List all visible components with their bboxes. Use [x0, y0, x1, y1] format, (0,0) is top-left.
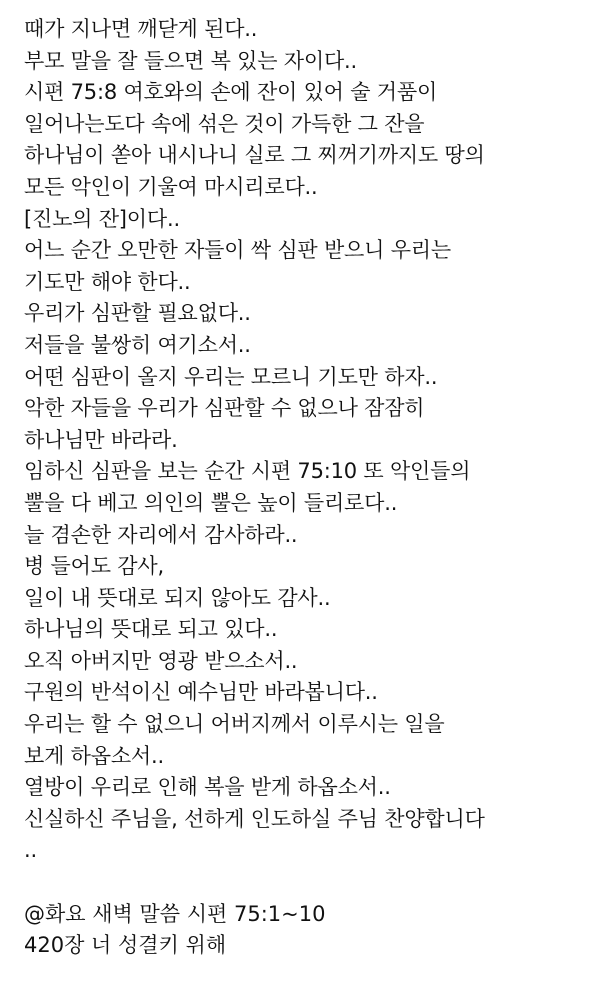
- text-line: [진노의 잔]이다..: [24, 206, 180, 231]
- text-line: 보게 하옵소서..: [24, 743, 164, 768]
- text-line: 일어나는도다 속에 섞은 것이 가득한 그 잔을: [24, 111, 425, 136]
- text-line: 우리는 할 수 없으니 어버지께서 이루시는 일을: [24, 712, 445, 737]
- text-line: 저들을 불쌍히 여기소서..: [24, 332, 251, 357]
- hymn-line: 420장 너 성결키 위해: [24, 933, 227, 958]
- sermon-source-line: @화요 새벽 말씀 시편 75:1~10: [24, 901, 326, 926]
- text-line: 구원의 반석이신 예수님만 바라봅니다..: [24, 680, 378, 705]
- text-line: 부모 말을 잘 들으면 복 있는 자이다..: [24, 48, 358, 73]
- text-line: 늘 겸손한 자리에서 감사하라..: [24, 522, 298, 547]
- text-line: 하나님이 쏟아 내시나니 실로 그 찌꺼기까지도 땅의: [24, 143, 485, 168]
- text-line: 뿔을 다 베고 의인의 뿔은 높이 들리로다..: [24, 490, 398, 515]
- text-line: 모든 악인이 기울여 마시리로다..: [24, 174, 318, 199]
- text-line: 병 들어도 감사,: [24, 554, 164, 579]
- text-line: ..: [24, 838, 37, 863]
- text-line: 임하신 심판을 보는 순간 시편 75:10 또 악인들의: [24, 459, 471, 484]
- document-text: [24, 14, 590, 962]
- text-line: 우리가 심판할 필요없다..: [24, 301, 251, 326]
- text-line: 때가 지나면 깨닫게 된다..: [24, 17, 258, 41]
- text-line: 하나님만 바라라.: [24, 427, 178, 452]
- text-line: 일이 내 뜻대로 되지 않아도 감사..: [24, 585, 331, 610]
- text-line: 어느 순간 오만한 자들이 싹 심판 받으니 우리는: [24, 238, 451, 263]
- text-line: 하나님의 뜻대로 되고 있다..: [24, 617, 278, 642]
- text-line: 악한 자들을 우리가 심판할 수 없으나 잠잠히: [24, 396, 425, 421]
- body-text: [24, 14, 590, 867]
- text-line: 기도만 해야 한다..: [24, 269, 191, 294]
- blank-line: [24, 867, 590, 899]
- text-line: 오직 아버지만 영광 받으소서..: [24, 648, 298, 673]
- text-line: 시편 75:8 여호와의 손에 잔이 있어 술 거품이: [24, 80, 438, 105]
- text-line: 어떤 심판이 올지 우리는 모르니 기도만 하자..: [24, 364, 438, 389]
- text-line: 신실하신 주님을, 선하게 인도하실 주님 찬양합니다: [24, 806, 485, 831]
- text-line: 열방이 우리로 인해 복을 받게 하옵소서..: [24, 775, 391, 800]
